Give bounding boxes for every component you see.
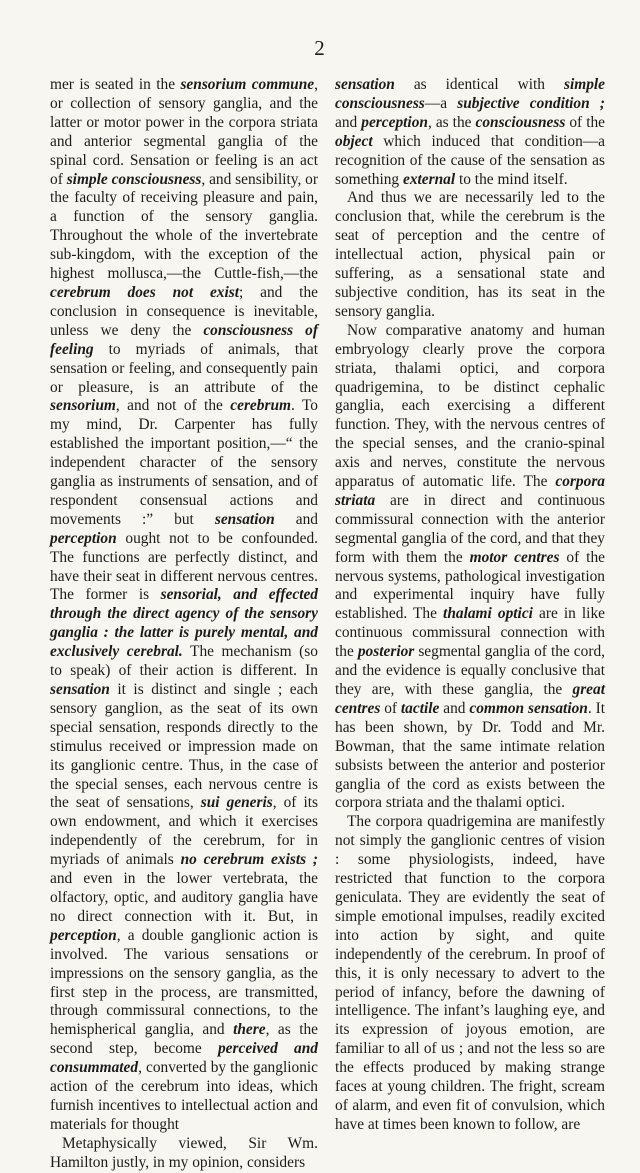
left-paragraph-2: Metaphysically viewed, Sir Wm. Hamilton justly, in my opinion, considers <box>50 1134 318 1171</box>
left-column <box>50 76 318 1173</box>
right-paragraph-1: sensation as identical with simple consciousness—a subjective condition ; and perception, as the consciousness of the object which induced that condition—a recognition of the cause of the sensation as something external to the mind itself. <box>335 76 605 188</box>
right-column <box>335 76 605 1135</box>
right-paragraph-3: Now comparative anatomy and human embryology clearly prove the corpora striata, thalami optici, and corpora quadrigemina, to be distinct cephalic ganglia, each exercising a different function. They, with the nervous centres of the special senses, and the cranio-spinal axis and nerves, constitute the nervous apparatus of automatic life. The corpora striata are in direct and continuous commissural connection with the anterior segmental ganglia of the cord, and that they form with them the motor centres of the nervous systems, pathological investigation and experimental inquiry have fully established. The thalami optici are in like continuous commissural connection with the posterior segmental ganglia of the cord, and the evidence is equally conclusive that they are, with these ganglia, the great centres of tactile and common sensation. It has been shown, by Dr. Todd and Mr. Bowman, that the same intimate relation subsists between the anterior and posterior ganglia of the cord as exists between the corpora striata and the thalami optici. <box>335 321 605 812</box>
right-paragraph-2: And thus we are necessarily led to the conclusion that, while the cerebrum is the seat of perception and the centre of intellectual action, physical pain or suffering, as a sensational state and subjective condition, has its seat in the sensory ganglia. <box>335 189 605 320</box>
page-number: 2 <box>314 36 326 60</box>
left-paragraph-1: mer is seated in the sensorium commune, or collection of sensory ganglia, and the latter or motor power in the corpora striata and anterior segmental ganglia of the spinal cord. Sensation or feeling is an act of simple consciousness, and sensibility, or the faculty of receiving pleasure and pain, a function of the sensory ganglia. Throughout the whole of the invertebrate sub-kingdom, with the exception of the highest mollusca,—the Cuttle-fish,—the cerebrum does not exist; and the conclusion in consequence is inevitable, unless we deny the consciousness of feeling to myriads of animals, that sensation or feeling, and consequently pain or pleasure, is an attribute of the sensorium, and not of the cerebrum. To my mind, Dr. Carpenter has fully established the important position,—“ the independent character of the sensory ganglia as instruments of sensation, and of respondent consensual actions and movements :” but sensation and perception ought not to be confounded. The functions are perfectly distinct, and have their seat in different nervous centres. The former is sensorial, and effected through the direct agency of the sensory ganglia : the latter is purely mental, and exclusively cerebral. The mechanism (so to speak) of their action is different. In sensation it is distinct and single ; each sensory ganglion, as the seat of its own special sensation, responds directly to the stimulus received or impression made on its ganglionic centre. Thus, in the case of the special senses, each nervous centre is the seat of sensations, sui generis, of its own endowment, and which it exercises independently of the cerebrum, for in myriads of animals no cerebrum exists ; and even in the lower vertebrata, the olfactory, optic, and auditory ganglia have no direct connection with it. But, in perception, a double ganglionic action is involved. The various sensations or impressions on the sensory ganglia, as the first step in the process, are transmitted, through commissural connections, to the hemispherical ganglia, and there, as the second step, become perceived and consummated, converted by the ganglionic action of the cerebrum into ideas, which furnish incentives to intellectual action and materials for thought <box>50 76 318 1133</box>
right-paragraph-4: The corpora quadrigemina are manifestly not simply the ganglionic centres of vision : some physiologists, indeed, have restricted that function to the corpora geniculata. They are evidently the seat of simple emotional impulses, readily excited into action by sight, and quite independently of the cerebrum. In proof of this, it is only necessary to advert to the period of infancy, before the dawning of intelligence. The infant’s laughing eye, and its expression of joyous emotion, are familiar to all of us ; and not the less so are the effects produced by making strange faces at young children. The fright, scream of alarm, and even fit of convulsion, which have at times been known to follow, are <box>335 813 605 1133</box>
